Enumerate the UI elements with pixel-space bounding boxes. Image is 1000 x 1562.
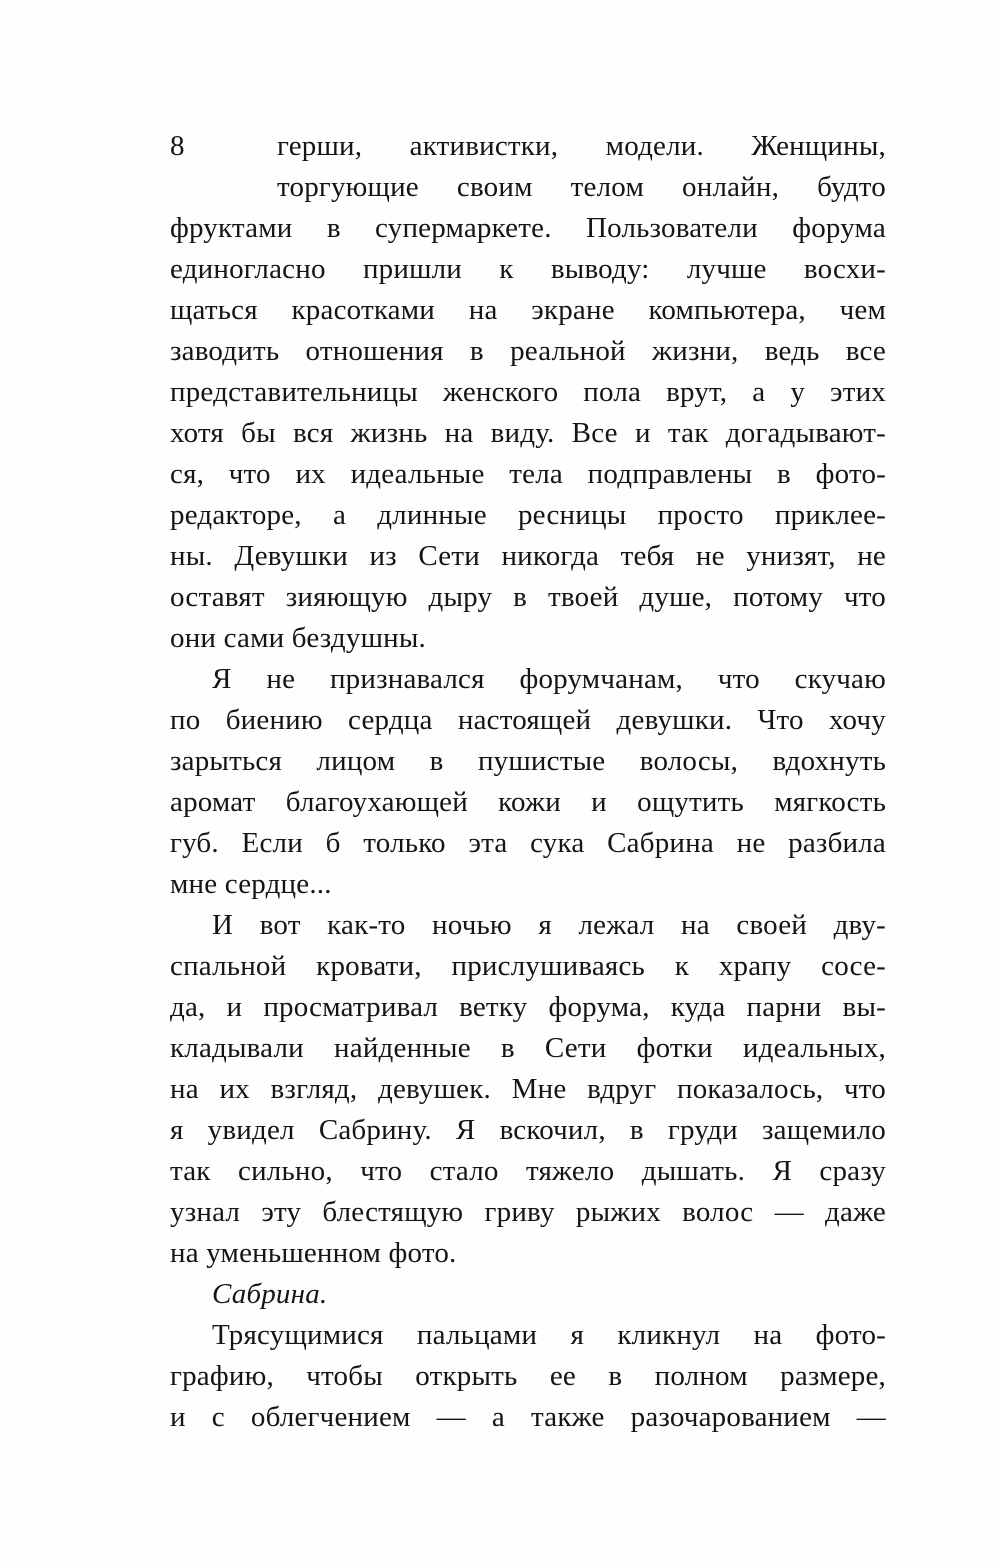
text-line: узнал эту блестящую гриву рыжих волос — даже xyxy=(170,1196,886,1228)
text-line: редакторе, а длинные ресницы просто приклее- xyxy=(170,499,886,531)
text-line: хотя бы вся жизнь на виду. Все и так догадывают- xyxy=(170,417,886,449)
text-line: Я не признавался форумчанам, что скучаю xyxy=(212,663,886,695)
paragraph-2 xyxy=(170,659,886,905)
page-text xyxy=(170,126,886,1438)
text-line: по биению сердца настоящей девушки. Что хочу xyxy=(170,704,886,736)
text-line: Трясущимися пальцами я кликнул на фото- xyxy=(212,1319,886,1351)
text-line: оставят зияющую дыру в твоей душе, потому что xyxy=(170,581,886,613)
text-line: герши, активистки, модели. Женщины, xyxy=(277,130,886,162)
text-line: на их взгляд, девушек. Мне вдруг показалось, что xyxy=(170,1073,886,1105)
paragraph-continuation xyxy=(170,126,886,659)
paragraph-5 xyxy=(170,1315,886,1438)
paragraph-3 xyxy=(170,905,886,1274)
text-line: представительницы женского пола врут, а у этих xyxy=(170,376,886,408)
text-line: заводить отношения в реальной жизни, ведь все xyxy=(170,335,886,367)
text-line: они сами бездушны. xyxy=(170,622,426,654)
text-line: на уменьшенном фото. xyxy=(170,1237,457,1269)
text-line: мне сердце... xyxy=(170,868,332,900)
page-number: 8 xyxy=(170,130,185,162)
text-line: так сильно, что стало тяжело дышать. Я сразу xyxy=(170,1155,886,1187)
text-line: да, и просматривал ветку форума, куда парни вы- xyxy=(170,991,886,1023)
text-line: щаться красотками на экране компьютера, чем xyxy=(170,294,886,326)
text-line: единогласно пришли к выводу: лучше восхи- xyxy=(170,253,886,285)
text-line: аромат благоухающей кожи и ощутить мягкость xyxy=(170,786,886,818)
text-line: ся, что их идеальные тела подправлены в фото- xyxy=(170,458,886,490)
text-line: И вот как-то ночью я лежал на своей дву- xyxy=(212,909,886,941)
text-line: фруктами в супермаркете. Пользователи форума xyxy=(170,212,886,244)
text-line: я увидел Сабрину. Я вскочил, в груди защемило xyxy=(170,1114,886,1146)
text-line: торгующие своим телом онлайн, будто xyxy=(277,171,886,203)
text-line: губ. Если б только эта сука Сабрина не разбила xyxy=(170,827,886,859)
text-line: кладывали найденные в Сети фотки идеальных, xyxy=(170,1032,886,1064)
text-line: зарыться лицом в пушистые волосы, вдохнуть xyxy=(170,745,886,777)
paragraph-sabrina xyxy=(170,1274,886,1315)
text-line: и с облегчением — а также разочарованием — xyxy=(170,1401,886,1433)
text-line: спальной кровати, прислушиваясь к храпу сосе- xyxy=(170,950,886,982)
text-line: Сабрина. xyxy=(212,1278,328,1310)
text-line: графию, чтобы открыть ее в полном размере, xyxy=(170,1360,886,1392)
text-line: ны. Девушки из Сети никогда тебя не унизят, не xyxy=(170,540,886,572)
